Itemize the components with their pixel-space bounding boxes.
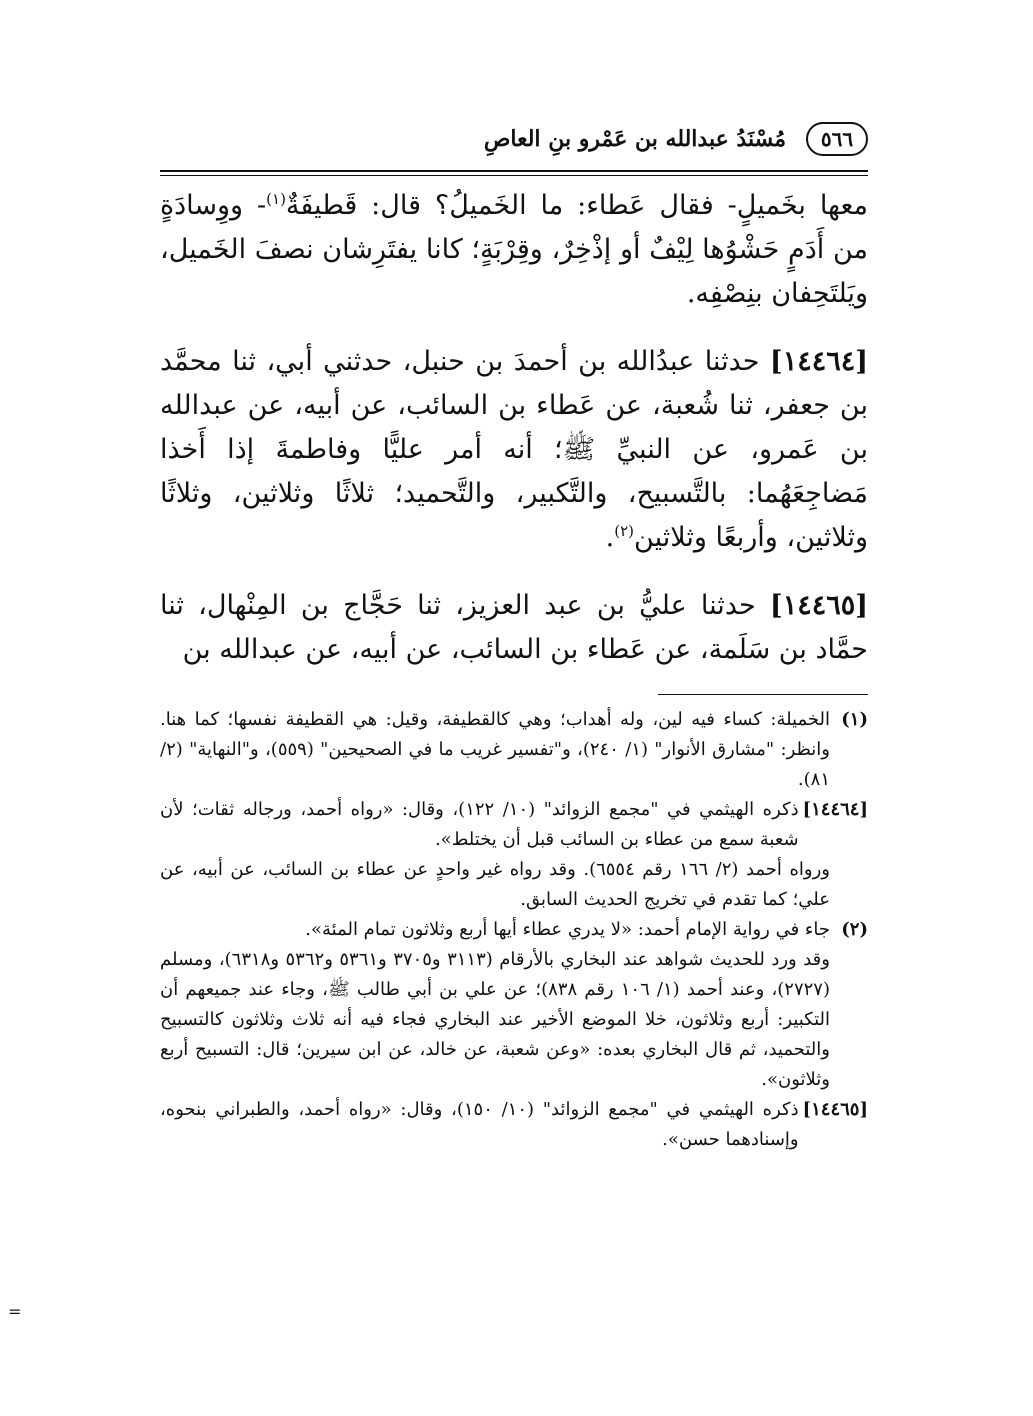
footnote-text-continued: وقد ورد للحديث شواهد عند البخاري بالأرقام (٣١١٣ و٣٧٠٥ و٥٣٦١ و٥٣٦٢ و٦٣١٨)، ومسلم (٢٧٢٧)، وعند أحمد (١/ ١٠٦ رقم ٨٣٨)؛ عن علي بن أبي طالب ﷺ، وجاء عند جميعهم أن التكبير: أربع وثلاثون، خلا الموضع الأخير عند البخاري فجاء فيه أنه ثلاث وثلاثون كالتسبيح والتحميد، ثم قال البخاري بعده: «وعن شعبة، عن خالد، عن ابن سيرين؛ قال: التسبيح أربع وثلاثون». <box>160 949 830 1090</box>
hadith-14464 <box>160 340 868 560</box>
note-14464 <box>160 795 868 855</box>
hadith-number: [١٤٤٦٤] <box>769 346 868 377</box>
hadith-text: حدثنا عبدُالله بن أحمدَ بن حنبل، حدثني أبي، ثنا محمَّد بن جعفر، ثنا شُعبة، عن عَطاء بن السائب، عن أبيه، عن عبدالله بن عَمرو، عن النبيِّ ﷺ؛ أنه أمر عليًّا وفاطمةَ إذا أَخذا مَضاجِعَهُما: بالتَّسبيح، والتَّكبير، والتَّحميد؛ ثلاثًا وثلاثين، وثلاثًا وثلاثين، وأربعًا وثلاثين <box>160 346 868 553</box>
paragraph-text: - ووِسادَةٍ من أَدَمٍ حَشْوُها لِيْفٌ أو إذْخِرٌ، وقِرْبَةٍ؛ كانا يفتَرِشان نصفَ الخَميل، ويَلتَحِفان بنِصْفِه. <box>160 190 868 309</box>
footnote-1 <box>160 705 868 795</box>
footnote-ref[interactable]: (١) <box>266 190 286 208</box>
footnote-rule <box>658 694 868 695</box>
page <box>160 118 868 1155</box>
main-text <box>160 184 868 672</box>
footnote-2 <box>160 915 868 945</box>
footnote-text: جاء في رواية الإمام أحمد: «لا يدري عطاء أيها أربع وثلاثون تمام المئة». <box>305 919 830 940</box>
note-label: [١٤٤٦٥] <box>802 1099 868 1120</box>
footnotes <box>160 705 868 1155</box>
note-text: ذكره الهيثمي في "مجمع الزوائد" (١٠/ ١٥٠)، وقال: «رواه أحمد، والطبراني بنحوه، وإسنادهما حسن». <box>160 1099 799 1150</box>
hadith-number: [١٤٤٦٥] <box>769 590 868 621</box>
note-text-continued: ورواه أحمد (٢/ ١٦٦ رقم ٦٥٥٤). وقد رواه غير واحدٍ عن عطاء بن السائب، عن أبيه، عن علي؛ كما تقدم في تخريج الحديث السابق. <box>160 859 830 910</box>
note-14465 <box>160 1095 868 1155</box>
paragraph-continuation <box>160 184 868 316</box>
hadith-text: حدثنا عليُّ بن عبد العزيز، ثنا حَجَّاج بن المِنْهال، ثنا حمَّاد بن سَلَمة، عن عَطاء بن السائب، عن أبيه، عن عبدالله بن <box>160 590 868 665</box>
continuation-mark: = <box>8 1302 22 1321</box>
footnote-ref[interactable]: (٢) <box>614 522 635 540</box>
note-label: [١٤٤٦٤] <box>802 799 868 820</box>
footnote-text: الخميلة: كساء فيه لين، وله أهداب؛ وهي كالقطيفة، وقيل: هي القطيفة نفسها؛ كما هنا. وانظر: "مشارق الأنوار" (١/ ٢٤٠)، و"تفسير غريب ما في الصحيحين" (٥٥٩)، و"النهاية" (٢/ ٨١). <box>160 709 830 790</box>
paragraph-text: معها بخَميلٍ- فقال عَطاء: ما الخَميلُ؟ قال: قَطيفَةٌ <box>285 190 868 221</box>
page-header <box>160 118 868 174</box>
hadith-end: . <box>605 522 615 553</box>
page-number: ٥٦٦ <box>806 122 868 156</box>
running-title: مُسْنَدُ عبدالله بن عَمْرو بنِ العاصِ <box>483 126 786 152</box>
note-text: ذكره الهيثمي في "مجمع الزوائد" (١٠/ ١٢٢)، وقال: «رواه أحمد، ورجاله ثقات؛ لأن شعبة سمع من عطاء بن السائب قبل أن يختلط». <box>160 799 799 850</box>
hadith-14465 <box>160 584 868 672</box>
footnote-label: (١) <box>841 709 868 730</box>
header-rule <box>160 170 868 176</box>
footnote-label: (٢) <box>841 919 868 940</box>
